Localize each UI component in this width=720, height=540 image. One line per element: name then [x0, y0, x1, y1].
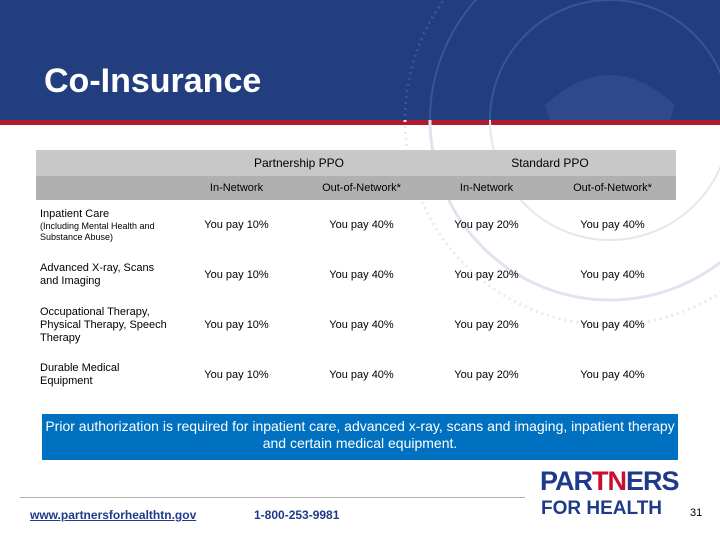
row-label [36, 350, 174, 400]
row-label [36, 300, 174, 350]
table-cell: You pay 20% [454, 269, 519, 281]
row-label-text: Inpatient Care [40, 207, 110, 220]
table-column-header [36, 176, 676, 200]
column-header: Out-of-Network* [549, 176, 676, 200]
table-cell: You pay 40% [329, 269, 394, 281]
row-label [36, 200, 174, 250]
column-header: In-Network [174, 176, 299, 200]
page-number: 31 [690, 507, 703, 519]
column-header: In-Network [424, 176, 549, 200]
table-row [36, 350, 676, 400]
row-label-text: Occupational Therapy, Physical Therapy, Speech Therapy [40, 305, 167, 344]
logo-text-part: ERS [626, 466, 679, 496]
table-cell: You pay 10% [204, 219, 269, 231]
table-cell: You pay 40% [580, 319, 645, 331]
prior-authorization-notice: Prior authorization is required for inpatient care, advanced x-ray, scans and imaging, inpatient therapy and certain medical equipment. [42, 414, 678, 460]
footer-divider [20, 497, 525, 498]
website-link[interactable]: www.partnersforhealthtn.gov [30, 508, 197, 522]
table-cell: You pay 20% [454, 319, 519, 331]
table-cell: You pay 40% [580, 269, 645, 281]
coinsurance-table [36, 150, 676, 400]
logo-wordmark [540, 466, 679, 497]
table-cell: You pay 40% [329, 219, 394, 231]
table-cell: You pay 10% [204, 269, 269, 281]
table-corner-cell [36, 150, 174, 176]
table-cell: You pay 40% [329, 369, 394, 381]
table-row [36, 300, 676, 350]
page-title: Co-Insurance [44, 62, 262, 100]
logo-tagline: FOR HEALTH [541, 498, 663, 519]
row-label-text: Advanced X-ray, Scans and Imaging [40, 262, 155, 287]
column-header: Out-of-Network* [299, 176, 424, 200]
row-label-text: Durable Medical Equipment [40, 362, 120, 387]
table-row [36, 200, 676, 250]
logo-text-part: PAR [540, 466, 593, 496]
table-corner-cell [36, 176, 174, 200]
phone-number: 1-800-253-9981 [254, 508, 340, 522]
table-cell: You pay 40% [580, 369, 645, 381]
table-cell: You pay 20% [454, 369, 519, 381]
table-cell: You pay 10% [204, 319, 269, 331]
table-cell: You pay 40% [580, 219, 645, 231]
group-header-standard: Standard PPO [424, 150, 676, 176]
row-label [36, 250, 174, 300]
table-row [36, 250, 676, 300]
logo-tn-mark: TN [592, 466, 627, 496]
table-cell: You pay 40% [329, 319, 394, 331]
group-header-partnership: Partnership PPO [174, 150, 424, 176]
table-cell: You pay 20% [454, 219, 519, 231]
row-label-subtext: (Including Mental Health and Substance Abuse) [40, 220, 155, 242]
table-cell: You pay 10% [204, 369, 269, 381]
table-group-header [36, 150, 676, 176]
partners-for-health-logo [540, 466, 679, 526]
